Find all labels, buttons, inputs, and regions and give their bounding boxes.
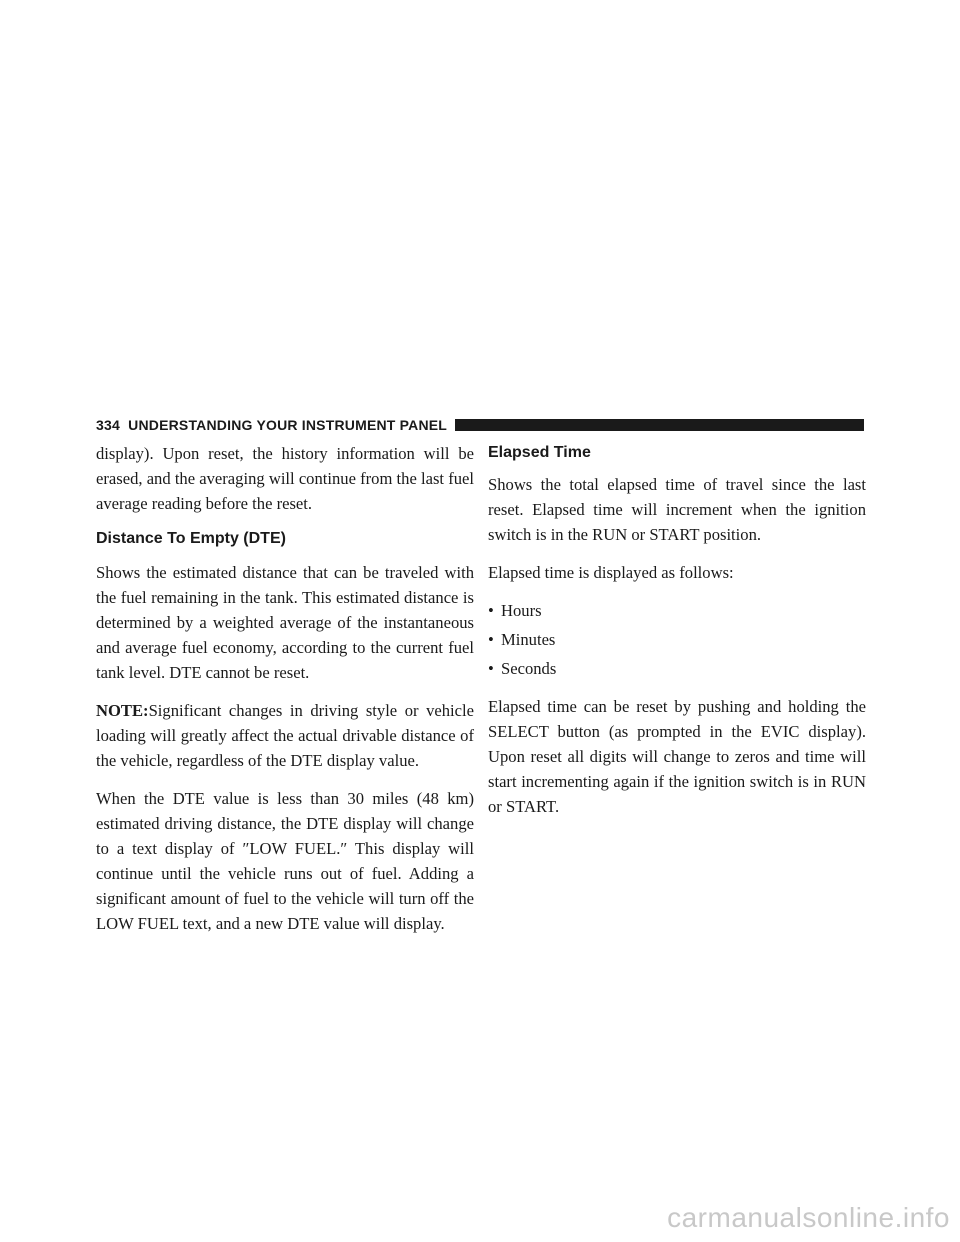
displayed-as-paragraph: Elapsed time is displayed as follows: [488,563,734,582]
bullet-icon: • [488,630,494,649]
intro-paragraph: display). Upon reset, the history information will be erased, and the averaging will continue from the last fuel average reading before the reset. [96,444,474,513]
dte-heading: Distance To Empty (DTE) [96,530,286,547]
list-item-label: Minutes [501,630,556,649]
list-item-label: Seconds [501,659,557,678]
list-item-label: Hours [501,601,542,620]
list-item [488,598,866,623]
bullet-icon: • [488,601,494,620]
low-fuel-paragraph: When the DTE value is less than 30 miles (48 km) estimated driving distance, the DTE display will change to a text display of ″LOW FUEL.″ This display will continue until the vehicle runs out of fuel. Adding a significant amount of fuel to the vehicle will turn off the LOW FUEL text, and a new DTE value will display. [96,789,474,933]
page-number: 334 [96,417,120,433]
reset-paragraph: Elapsed time can be reset by pushing and holding the SELECT button (as prompted in the EVIC display). Upon reset all digits will change to zeros and time will start incrementing again if the ignition switch is in RUN or START. [488,697,866,816]
section-title: UNDERSTANDING YOUR INSTRUMENT PANEL [128,417,448,433]
right-column [488,441,866,832]
elapsed-paragraph: Shows the total elapsed time of travel since the last reset. Elapsed time will increment when the ignition switch is in the RUN or START position. [488,475,866,544]
elapsed-time-heading: Elapsed Time [488,444,591,461]
page-header [96,414,864,436]
watermark: carmanualsonline.info [667,1202,950,1233]
header-text [96,417,447,433]
time-units-list [488,598,866,681]
left-column [96,441,474,949]
note-paragraph [96,698,474,773]
note-label: NOTE: [96,701,149,720]
note-text: Significant changes in driving style or vehicle loading will greatly affect the actual drivable distance of the vehicle, regardless of the DTE display value. [96,701,474,770]
bullet-icon: • [488,659,494,678]
list-item [488,627,866,652]
header-rule [455,419,864,431]
dte-paragraph: Shows the estimated distance that can be traveled with the fuel remaining in the tank. This estimated distance is determined by a weighted average of the instantaneous and average fuel economy, according to the current fuel tank level. DTE cannot be reset. [96,563,474,682]
list-item [488,656,866,681]
